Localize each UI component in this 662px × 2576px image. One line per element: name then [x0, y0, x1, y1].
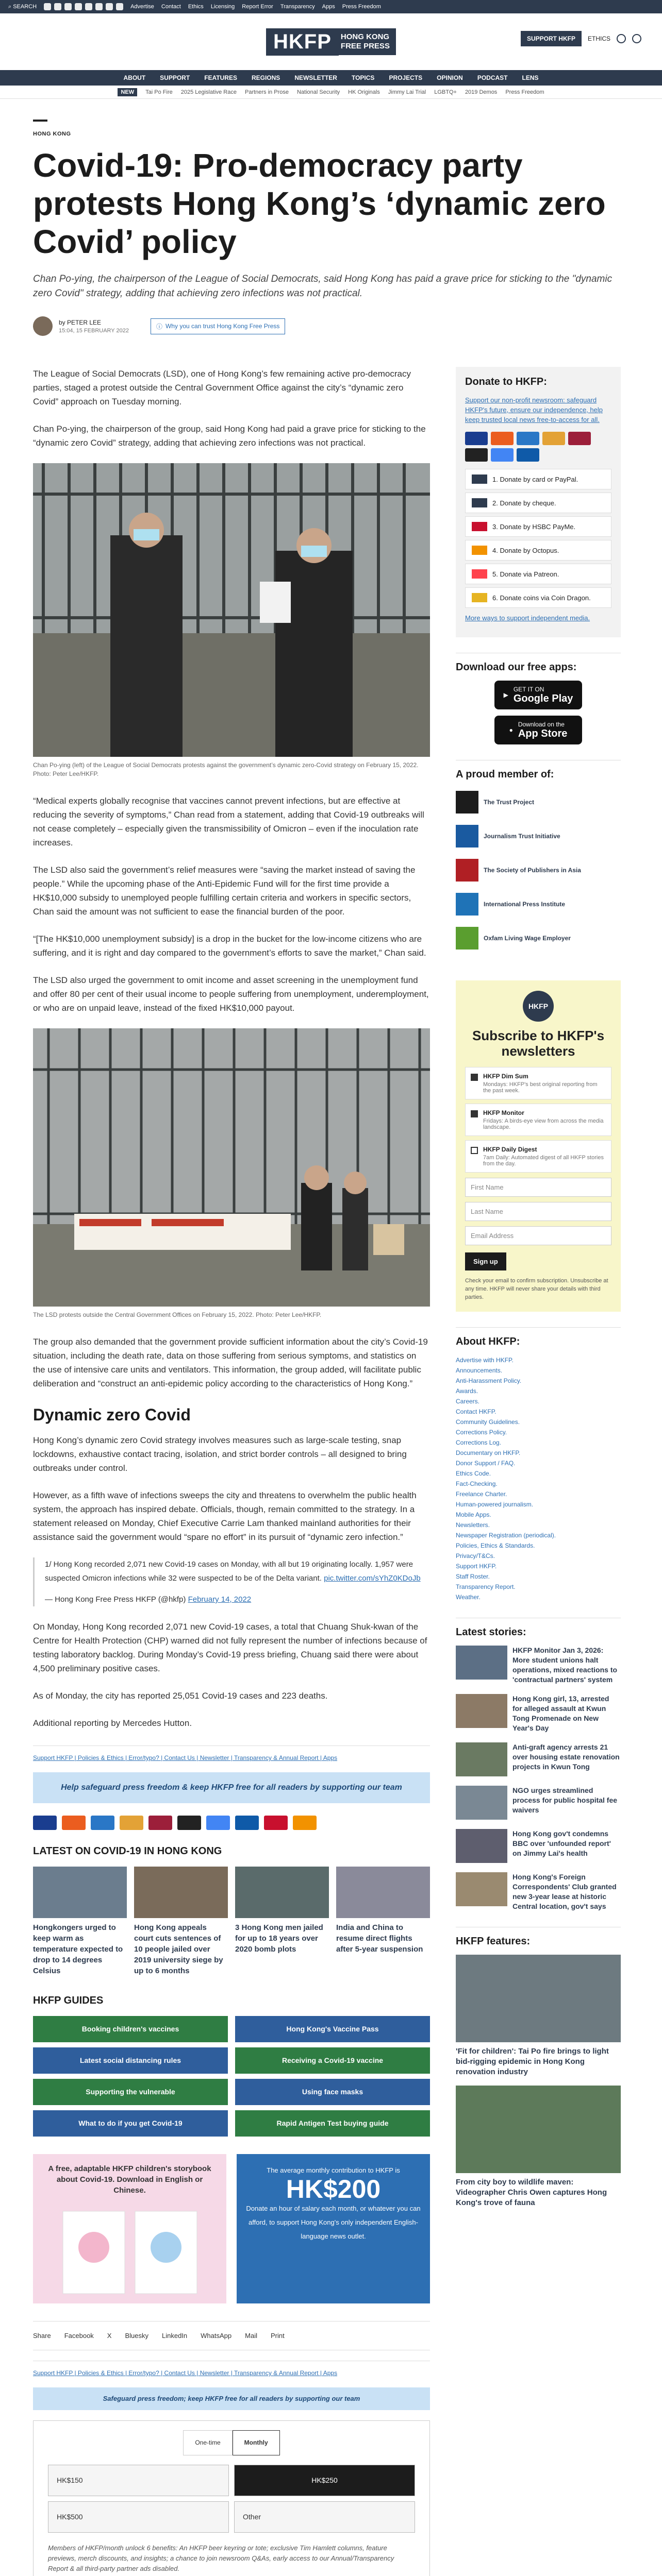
- story-thumbnail: [456, 1872, 507, 1906]
- top-link[interactable]: Apps: [322, 4, 335, 10]
- category-rule: [33, 120, 47, 122]
- donate-intro-link[interactable]: Support our non-profit newsroom: safeguard HKFP's future, ensure our independence, help keep trusted local news free-to-access for all.: [465, 396, 603, 423]
- latest-card[interactable]: [235, 1867, 329, 1976]
- bluesky-icon[interactable]: [106, 3, 113, 10]
- amount-option-other[interactable]: Other: [234, 2501, 415, 2533]
- apps-title: Download our free apps:: [456, 662, 577, 673]
- paragraph: As of Monday, the city has reported 25,051 Covid-19 cases and 223 deaths.: [33, 1691, 328, 1701]
- paragraph: However, as a fifth wave of infections sweeps the city and threatens to overwhelm the public health system, the approach has inspired debate. Officials, though, remain committed to the strategy. In a statement released on Monday, Chief Executive Carrie Lam thanked mainland authorities for their assistance said the government would “spare no effort” in its pursuit of “dynamic zero infection.”: [33, 1490, 417, 1542]
- donate-option[interactable]: [465, 516, 611, 537]
- guides-heading: HKFP GUIDES: [33, 1995, 104, 2006]
- tweet-date-link[interactable]: February 14, 2022: [188, 1595, 252, 1604]
- byline: [33, 316, 629, 336]
- latest-story[interactable]: [456, 1829, 621, 1863]
- donate-option-label: 2. Donate by cheque.: [492, 499, 556, 507]
- paragraph: Additional reporting by Mercedes Hutton.: [33, 1718, 192, 1728]
- ticker-item[interactable]: Tai Po Fire: [145, 89, 173, 95]
- instagram-icon[interactable]: [64, 3, 72, 10]
- about-link[interactable]: Newspaper Registration (periodical).: [456, 1532, 556, 1539]
- share-facebook[interactable]: Facebook: [64, 2332, 94, 2340]
- card-title: India and China to resume direct flights after 5-year suspension: [336, 1923, 423, 1954]
- newsletter-title: Subscribe to HKFP's newsletters: [472, 1028, 605, 1059]
- contribution-ad-bottom: Donate an hour of salary each month, or whatever you can afford, to support Hong Kong's only independent English-language news outlet.: [246, 2205, 421, 2240]
- unionpay-icon: [568, 432, 591, 445]
- story-thumbnail: [456, 1694, 507, 1728]
- contribution-ad-top: The average monthly contribution to HKFP is: [267, 2166, 400, 2174]
- paragraph: The group also demanded that the government provide sufficient information about the city’s Covid-19 situation, including the death rate, data on those suffering from serious symptoms, and statistics on the use of intensive care units and ventilators. This information, the group added, will facilitate public deliberation and “construct an anti-epidemic policy according to the characteristics of Hong Kong.”: [33, 1337, 428, 1388]
- donate-widget: [33, 2420, 430, 2576]
- about-link[interactable]: Fact-Checking.: [456, 1480, 498, 1487]
- share-label: Share: [33, 2332, 51, 2340]
- first-name-field[interactable]: First Name: [465, 1178, 611, 1197]
- tweet-text: 1/ Hong Kong recorded 2,071 new Covid-19 cases on Monday, with all but 19 originating locally. 1,957 were suspected Omicron infections while 32 were suspected to be of the Delta variant.: [45, 1560, 413, 1583]
- card-thumbnail: [235, 1867, 329, 1918]
- nav-item[interactable]: FEATURES: [204, 74, 237, 81]
- unionpay-icon: [148, 1816, 172, 1830]
- latest-card[interactable]: [33, 1867, 127, 1976]
- share-print[interactable]: Print: [270, 2332, 285, 2340]
- features-title: HKFP features:: [456, 1936, 531, 1947]
- storybook-illustration: [42, 2201, 217, 2299]
- trust-link[interactable]: [151, 318, 285, 334]
- features-box: [456, 1927, 621, 2208]
- site-logo[interactable]: [266, 28, 396, 56]
- guide-button[interactable]: Using face masks: [235, 2079, 430, 2105]
- top-link[interactable]: Contact: [161, 4, 181, 10]
- top-links: [130, 4, 381, 10]
- top-link[interactable]: Advertise: [130, 4, 154, 10]
- member-logos: [456, 788, 621, 965]
- app-store-button[interactable]: [494, 716, 582, 744]
- share-mail[interactable]: Mail: [245, 2332, 257, 2340]
- newsletter-option[interactable]: [465, 1140, 611, 1173]
- paragraph: The LSD also urged the government to omit income and asset screening in the unemployment fund and offer 80 per cent of their usual income to people suffering from unemployment, underemployment, or who are on unpaid leave, instead of the fixed HK$10,000 payout.: [33, 975, 429, 1013]
- newsletter-option[interactable]: [465, 1067, 611, 1099]
- x-icon[interactable]: [54, 3, 61, 10]
- article-footer-links[interactable]: Support HKFP | Policies & Ethics | Error/typo? | Contact Us | Newsletter | Transparency & Annual Report | Apps: [33, 1745, 430, 1765]
- logo-line-2: FREE PRESS: [340, 42, 390, 50]
- google-play-button[interactable]: [494, 681, 582, 709]
- jcb-icon: [120, 1816, 143, 1830]
- search-link[interactable]: ⌕ SEARCH: [8, 3, 37, 10]
- card-thumbnail: [134, 1867, 228, 1918]
- nav-item[interactable]: REGIONS: [251, 74, 280, 81]
- donate-option-label: 4. Donate by Octopus.: [492, 546, 559, 554]
- ethics-link[interactable]: ETHICS: [587, 35, 610, 42]
- top-link[interactable]: Press Freedom: [342, 4, 381, 10]
- embedded-tweet: [33, 1557, 430, 1606]
- visa-icon: [33, 1816, 57, 1830]
- about-link[interactable]: Ethics Code.: [456, 1470, 491, 1477]
- latest-card[interactable]: [134, 1867, 228, 1976]
- guide-button[interactable]: Supporting the vulnerable: [33, 2079, 228, 2105]
- apple-icon: ●: [509, 726, 513, 734]
- proud-member-box: [456, 760, 621, 965]
- jcb-icon: [542, 432, 565, 445]
- paragraph: Hong Kong’s dynamic zero Covid strategy involves measures such as large-scale testing, snap lockdowns, exhaustive contact tracing, isolation, and strict border controls – all designed to bring outbreaks under control.: [33, 1435, 407, 1473]
- latest-story[interactable]: [456, 1694, 621, 1733]
- nav-item[interactable]: PROJECTS: [389, 74, 423, 81]
- donate-option[interactable]: [465, 564, 611, 584]
- play-icon: ▶: [503, 691, 508, 699]
- ticker-item[interactable]: National Security: [296, 89, 340, 95]
- more-ways-link[interactable]: More ways to support independent media.: [465, 614, 590, 622]
- member-name: International Press Institute: [484, 901, 566, 908]
- tab-one-time[interactable]: One-time: [183, 2430, 232, 2455]
- ticker-item[interactable]: Jimmy Lai Trial: [388, 89, 426, 95]
- nav-item[interactable]: OPINION: [437, 74, 463, 81]
- share-whatsapp[interactable]: WhatsApp: [201, 2332, 232, 2340]
- octopus-icon: [472, 546, 487, 555]
- tweet-source: — Hong Kong Free Press HKFP (@hkfp): [45, 1595, 186, 1604]
- latest-story[interactable]: [456, 1646, 621, 1685]
- sopa-icon: [456, 859, 478, 882]
- top-link[interactable]: Ethics: [188, 4, 204, 10]
- ticker-item[interactable]: Press Freedom: [505, 89, 544, 95]
- about-box: [456, 1327, 621, 1602]
- telegram-icon[interactable]: [85, 3, 92, 10]
- site-header: [0, 13, 662, 70]
- publish-date: 15:04, 15 FEBRUARY 2022: [59, 327, 129, 334]
- card-thumbnail: [336, 1867, 430, 1918]
- ticker-item[interactable]: LGBTQ+: [434, 89, 457, 95]
- about-list: [456, 1355, 621, 1602]
- feature-item[interactable]: [456, 1955, 621, 2077]
- feature-title: 'Fit for children': Tai Po fire brings to light bid-rigging epidemic in Hong Kong renovation industry: [456, 2047, 609, 2076]
- paragraph: “[The HK$10,000 unemployment subsidy] is a drop in the bucket for the low-income citizens who are suffering, and it is right and day compared to the government’s efforts to save the market,” Chan said.: [33, 934, 426, 958]
- donate-option[interactable]: [465, 587, 611, 608]
- top-link[interactable]: Report Error: [242, 4, 273, 10]
- main-nav: [0, 70, 662, 86]
- donate-option-label: 6. Donate coins via Coin Dragon.: [492, 594, 591, 602]
- sidebar: [456, 367, 621, 2576]
- threads-icon[interactable]: [95, 3, 103, 10]
- tweet-pic-link[interactable]: pic.twitter.com/sYhZ0KDoJb: [324, 1574, 421, 1583]
- amex-icon: [91, 1816, 114, 1830]
- support-promo-banner[interactable]: Help safeguard press freedom & keep HKFP free for all readers by supporting our team: [33, 1772, 430, 1803]
- octopus-icon: [293, 1816, 317, 1830]
- feature-title: From city boy to wildlife maven: Videographer Chris Owen captures Hong Kong's trove of fauna: [456, 2178, 607, 2207]
- guide-button[interactable]: What to do if you get Covid-19: [33, 2110, 228, 2137]
- paragraph: The LSD also said the government’s relief measures were “saving the market instead of saving the people.” While the upcoming phase of the Anti-Epidemic Fund will for the first time provide a HK$10,000 subsidy to unemployed people fulfilling certain criteria and workers in specific sectors, Chan said the amount was not sufficient to ease the financial burden of the poor.: [33, 865, 416, 917]
- donate-option[interactable]: [465, 469, 611, 489]
- proud-title: A proud member of:: [456, 769, 554, 780]
- share-bluesky[interactable]: Bluesky: [125, 2332, 148, 2340]
- feature-thumbnail: [456, 2086, 621, 2173]
- donate-tabs: [34, 2421, 429, 2465]
- guide-button[interactable]: Receiving a Covid-19 vaccine: [235, 2047, 430, 2074]
- about-link[interactable]: Donor Support / FAQ.: [456, 1460, 516, 1467]
- paypal-icon: [235, 1816, 259, 1830]
- store-small: GET IT ON: [513, 685, 544, 693]
- story-thumbnail: [456, 1829, 507, 1863]
- member-logo[interactable]: [456, 893, 621, 916]
- about-link[interactable]: Corrections Log.: [456, 1439, 502, 1446]
- logo-line-1: HONG KONG: [340, 32, 390, 41]
- author-name[interactable]: by PETER LEE: [59, 318, 102, 326]
- member-logo[interactable]: [456, 859, 621, 882]
- story-thumbnail: [456, 1742, 507, 1776]
- member-logo[interactable]: [456, 825, 621, 848]
- photo-caption: Chan Po-ying (left) of the League of Social Democrats protests against the government’s dynamic zero-Covid strategy on February 15, 2022. Photo: Peter Lee/HKFP.: [33, 761, 419, 777]
- membership-text: Members of HKFP/month unlock 6 benefits: An HKFP beer keyring or tote; exclusive Tim Hamlett columns, feature previews, merch discounts, and insights; a chance to join newsroom Q&As, early access to our Annual/Transparency Report & all third-party partner ads disabled.: [48, 2544, 394, 2572]
- about-link[interactable]: Newsletters.: [456, 1521, 490, 1529]
- visa-icon: [465, 432, 488, 445]
- top-link[interactable]: Transparency: [280, 4, 315, 10]
- checkbox-checked[interactable]: [471, 1110, 478, 1117]
- newsletter-name: HKFP Monitor: [483, 1109, 524, 1116]
- mastercard-icon: [62, 1816, 86, 1830]
- article-footer-links-2[interactable]: Support HKFP | Policies & Ethics | Error/typo? | Contact Us | Newsletter | Transparency & Annual Report | Apps: [33, 2361, 430, 2380]
- social-icons: [44, 3, 123, 10]
- protest-photo-1: [33, 463, 430, 757]
- story-thumbnail: [456, 1646, 507, 1680]
- checkbox-checked[interactable]: [471, 1074, 478, 1081]
- hkfp-badge: HKFP: [523, 991, 554, 1022]
- member-logo[interactable]: [456, 927, 621, 950]
- donate-option-label: 1. Donate by card or PayPal.: [492, 475, 578, 483]
- donate-widget-promo[interactable]: Safeguard press freedom; keep HKFP free for all readers by supporting our team: [33, 2387, 430, 2410]
- about-link[interactable]: Community Guidelines.: [456, 1418, 520, 1426]
- protest-photo-2: [33, 1028, 430, 1307]
- guide-button[interactable]: Latest social distancing rules: [33, 2047, 228, 2074]
- article-title: Covid-19: Pro-democracy party protests Hong Kong’s ‘dynamic zero Covid’ policy: [33, 147, 606, 260]
- nav-item[interactable]: LENS: [522, 74, 539, 81]
- storybook-ad[interactable]: [33, 2154, 226, 2303]
- new-badge: NEW: [118, 88, 137, 96]
- promo-ads: [33, 2154, 430, 2303]
- newsletter-desc: Fridays: A birds-eye view from across the media landscape.: [483, 1118, 604, 1130]
- donate-option-label: 5. Donate via Patreon.: [492, 570, 559, 578]
- patreon-icon: [472, 569, 487, 579]
- search-icon[interactable]: [617, 34, 626, 43]
- google-pay-icon: [491, 448, 514, 462]
- about-link[interactable]: Documentary on HKFP.: [456, 1449, 521, 1456]
- about-link[interactable]: Human-powered journalism.: [456, 1501, 534, 1508]
- cheque-icon: [472, 498, 487, 507]
- signup-button[interactable]: Sign up: [465, 1252, 506, 1270]
- about-link[interactable]: Transparency Report.: [456, 1583, 516, 1590]
- apps-box: [456, 653, 621, 744]
- latest-story[interactable]: [456, 1742, 621, 1776]
- latest-stories-box: [456, 1618, 621, 1911]
- about-link[interactable]: Careers.: [456, 1398, 480, 1405]
- guide-button[interactable]: Hong Kong's Vaccine Pass: [235, 2016, 430, 2042]
- donate-box: [456, 367, 621, 637]
- nav-item[interactable]: NEWSLETTER: [294, 74, 337, 81]
- amex-icon: [517, 432, 539, 445]
- article-header: [0, 99, 662, 336]
- logo-mark: HKFP: [266, 28, 339, 56]
- story-title: HKFP Monitor Jan 3, 2026: More student unions halt operations, mixed reactions to 'contractual partners' system: [512, 1646, 618, 1684]
- contribution-amount: HK$200: [286, 2175, 381, 2204]
- donate-title: Donate to HKFP:: [465, 376, 547, 387]
- about-link[interactable]: Support HKFP.: [456, 1563, 497, 1570]
- about-link[interactable]: Anti-Harassment Policy.: [456, 1377, 522, 1384]
- story-title: Hong Kong's Foreign Correspondents' Club granted new 3-year lease at historic Central location, gov't says: [512, 1873, 617, 1910]
- story-thumbnail: [456, 1786, 507, 1820]
- latest-covid-heading: LATEST ON COVID-19 IN HONG KONG: [33, 1845, 222, 1857]
- apple-pay-icon: [465, 448, 488, 462]
- share-x[interactable]: X: [107, 2332, 112, 2340]
- about-link[interactable]: Privacy/T&Cs.: [456, 1552, 495, 1560]
- guide-button[interactable]: Rapid Antigen Test buying guide: [235, 2110, 430, 2137]
- article-photo[interactable]: [33, 1028, 430, 1307]
- donate-option[interactable]: [465, 493, 611, 513]
- trust-link-label: Why you can trust Hong Kong Free Press: [165, 323, 280, 330]
- jti-icon: [456, 825, 478, 848]
- mastercard-icon: [491, 432, 514, 445]
- top-link[interactable]: Licensing: [210, 4, 235, 10]
- content-columns: [0, 336, 662, 2576]
- last-name-field[interactable]: Last Name: [465, 1202, 611, 1221]
- about-link[interactable]: Announcements.: [456, 1367, 503, 1374]
- paragraph: “Medical experts globally recognise that vaccines cannot prevent infections, but are effective at reducing the severity of symptoms,” Chan read from a statement, adding that Covid-19 outbreaks will not cease completely – especially given the transmissibility of Omicron – even if the inoculation rate increases.: [33, 796, 424, 848]
- topic-ticker: [0, 86, 662, 99]
- contribution-ad[interactable]: [237, 2154, 430, 2303]
- author-avatar: [33, 316, 53, 336]
- about-link[interactable]: Weather.: [456, 1594, 481, 1601]
- nav-item[interactable]: PODCAST: [477, 74, 508, 81]
- latest-covid-list: [33, 1867, 430, 1976]
- share-linkedin[interactable]: LinkedIn: [162, 2332, 188, 2340]
- about-link[interactable]: Mobile Apps.: [456, 1511, 491, 1518]
- newsletter-name: HKFP Daily Digest: [483, 1146, 537, 1153]
- store-big: Google Play: [513, 692, 573, 704]
- newsletter-desc: Mondays: HKFP's best original reporting from the past week.: [483, 1081, 598, 1094]
- ipi-icon: [456, 893, 478, 916]
- about-link[interactable]: Freelance Charter.: [456, 1490, 507, 1498]
- latest-story[interactable]: [456, 1872, 621, 1911]
- ticker-item[interactable]: HK Originals: [348, 89, 380, 95]
- story-title: Hong Kong girl, 13, arrested for alleged assault at Kwun Tong Promenade on New Year's Day: [512, 1694, 609, 1732]
- latest-card[interactable]: [336, 1867, 430, 1976]
- info-icon: ⓘ: [156, 323, 162, 330]
- amount-option[interactable]: HK$150: [48, 2465, 229, 2496]
- guide-button[interactable]: Booking children's vaccines: [33, 2016, 228, 2042]
- about-link[interactable]: Contact HKFP.: [456, 1408, 496, 1415]
- google-pay-icon: [206, 1816, 230, 1830]
- about-link[interactable]: Corrections Policy.: [456, 1429, 507, 1436]
- card-title: Hongkongers urged to keep warm as temperature expected to drop to 14 degrees Celsius: [33, 1923, 123, 1975]
- oxfam-icon: [456, 927, 478, 950]
- member-name: The Trust Project: [484, 799, 535, 806]
- coin-icon: [472, 593, 487, 602]
- header-actions: [521, 31, 641, 46]
- ticker-item[interactable]: 2025 Legislative Race: [180, 89, 237, 95]
- donate-amounts: [34, 2465, 429, 2533]
- feature-item[interactable]: [456, 2086, 621, 2208]
- latest-stories-title: Latest stories:: [456, 1626, 526, 1638]
- nav-item[interactable]: TOPICS: [351, 74, 375, 81]
- apple-pay-icon: [177, 1816, 201, 1830]
- newsletter-name: HKFP Dim Sum: [483, 1073, 528, 1080]
- newsletter-desc: 7am Daily: Automated digest of all HKFP stories from the day.: [483, 1155, 604, 1167]
- about-title: About HKFP:: [456, 1336, 520, 1347]
- nav-item[interactable]: ABOUT: [123, 74, 146, 81]
- logo-text: [339, 28, 396, 55]
- trust-project-icon: [456, 791, 478, 814]
- latest-story[interactable]: [456, 1786, 621, 1820]
- section-heading: Dynamic zero Covid: [33, 1405, 191, 1424]
- about-link[interactable]: Advertise with HKFP.: [456, 1357, 514, 1364]
- member-logo[interactable]: [456, 791, 621, 814]
- paragraph: On Monday, Hong Kong recorded 2,071 new Covid-19 cases, a total that Chuang Shuk-kwan of the Centre for Health Protection (CHP) warned did not fully represent the number of infections because of testing laboratory backlog. During Monday’s Covid-19 press briefing, Chuang said there were about 4,500 preliminary positive cases.: [33, 1622, 427, 1673]
- payme-icon: [472, 522, 487, 531]
- store-big: App Store: [518, 727, 568, 739]
- donate-option[interactable]: [465, 540, 611, 561]
- ticker-item[interactable]: 2019 Demos: [465, 89, 498, 95]
- newsletter-box: [456, 980, 621, 1312]
- storybook-ad-text: A free, adaptable HKFP children's storybook about Covid-19. Download in English or Chinese.: [48, 2164, 211, 2195]
- newsletter-option[interactable]: [465, 1104, 611, 1136]
- user-icon[interactable]: [632, 34, 641, 43]
- nav-item[interactable]: SUPPORT: [160, 74, 190, 81]
- amount-option[interactable]: HK$500: [48, 2501, 229, 2533]
- newsletter-note: Check your email to confirm subscription. Unsubscribe at any time. HKFP will never share your details with third parties.: [465, 1278, 608, 1300]
- card-title: Hong Kong appeals court cuts sentences of 10 people jailed over 2019 university siege by up to 6 months: [134, 1923, 223, 1975]
- member-name: Oxfam Living Wage Employer: [484, 935, 571, 942]
- article-body: [33, 367, 430, 2576]
- article-excerpt: Chan Po-ying, the chairperson of the League of Social Democrats, said Hong Kong has paid a grave price for sticking to the "dynamic zero Covid" strategy, adding that achieving zero infections was not practical.: [33, 274, 613, 299]
- about-link[interactable]: Awards.: [456, 1387, 478, 1395]
- mail-icon[interactable]: [116, 3, 123, 10]
- article-photo[interactable]: [33, 463, 430, 757]
- top-bar: [0, 0, 662, 13]
- guides-grid: [33, 2016, 430, 2137]
- about-link[interactable]: Policies, Ethics & Standards.: [456, 1542, 535, 1549]
- paragraph: The League of Social Democrats (LSD), one of Hong Kong’s few remaining active pro-democracy parties, staged a protest outside the Central Government Office against the city’s “dynamic zero Covid” approach on Tuesday morning.: [33, 369, 411, 406]
- tab-monthly[interactable]: Monthly: [233, 2430, 280, 2455]
- card-thumbnail: [33, 1867, 127, 1918]
- story-title: Anti-graft agency arrests 21 over housing estate renovation projects in Kwun Tong: [512, 1743, 620, 1771]
- payment-icons: [33, 1816, 430, 1830]
- store-small: Download on the: [518, 720, 565, 728]
- amount-option-selected[interactable]: HK$250: [234, 2465, 415, 2496]
- facebook-icon[interactable]: [44, 3, 51, 10]
- member-name: The Society of Publishers in Asia: [484, 867, 581, 874]
- share-bar: [33, 2321, 430, 2350]
- support-hkfp-button[interactable]: SUPPORT HKFP: [521, 31, 582, 46]
- card-title: 3 Hong Kong men jailed for up to 18 years over 2020 bomb plots: [235, 1923, 323, 1954]
- youtube-icon[interactable]: [75, 3, 82, 10]
- ticker-item[interactable]: Partners in Prose: [244, 89, 289, 95]
- donate-option-label: 3. Donate by HSBC PayMe.: [492, 522, 576, 531]
- about-link[interactable]: Staff Roster.: [456, 1573, 490, 1580]
- photo-caption: The LSD protests outside the Central Government Offices on February 15, 2022. Photo: Peter Lee/HKFP.: [33, 1311, 322, 1318]
- story-title: Hong Kong gov't condemns BBC over 'unfounded report' on Jimmy Lai's health: [512, 1829, 611, 1857]
- feature-thumbnail: [456, 1955, 621, 2042]
- paypal-icon: [517, 448, 539, 462]
- story-title: NGO urges streamlined process for public hospital fee waivers: [512, 1786, 618, 1814]
- payme-icon: [264, 1816, 288, 1830]
- paragraph: Chan Po-ying, the chairperson of the group, said Hong Kong had paid a grave price for sticking to the “dynamic zero Covid” strategy, adding that achieving zero infections was not practical.: [33, 424, 426, 448]
- checkbox[interactable]: [471, 1147, 478, 1154]
- article-category[interactable]: HONG KONG: [33, 131, 71, 137]
- search-label: SEARCH: [13, 3, 37, 10]
- email-field[interactable]: Email Address: [465, 1226, 611, 1245]
- member-name: Journalism Trust Initiative: [484, 833, 560, 840]
- card-icons: [465, 432, 611, 462]
- card-icon: [472, 474, 487, 484]
- byline-text: [59, 319, 129, 334]
